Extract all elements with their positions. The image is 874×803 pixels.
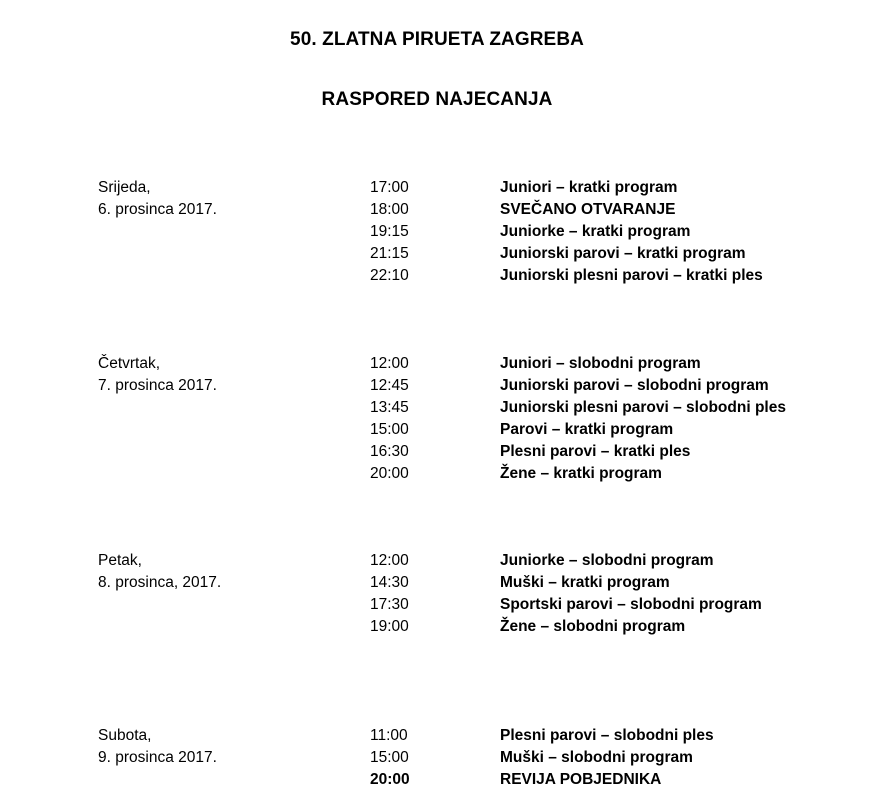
day-name: Srijeda, <box>98 179 151 196</box>
event-name: Parovi – kratki program <box>500 421 674 438</box>
event-time: 21:15 <box>370 245 409 262</box>
schedule-row <box>0 397 874 419</box>
day-name: Petak, <box>98 552 142 569</box>
event-name: Juniorke – slobodni program <box>500 552 714 569</box>
event-name: Juniorski parovi – kratki program <box>500 245 746 262</box>
event-time: 19:00 <box>370 618 409 635</box>
schedule-row <box>0 265 874 287</box>
event-name: Žene – slobodni program <box>500 618 686 635</box>
schedule-row <box>0 441 874 463</box>
day-block-petak <box>0 550 874 638</box>
day-date: 6. prosinca 2017. <box>98 201 217 218</box>
schedule-row <box>0 463 874 485</box>
event-name: Juniori – slobodni program <box>500 355 701 372</box>
schedule-row <box>0 594 874 616</box>
event-name: SVEČANO OTVARANJE <box>500 201 676 218</box>
event-name: Juniorski plesni parovi – kratki ples <box>500 267 763 284</box>
page-subtitle: RASPORED NAJECANJA <box>321 89 553 110</box>
day-block-subota <box>0 725 874 791</box>
day-date: 8. prosinca, 2017. <box>98 574 222 591</box>
schedule-row <box>0 177 874 199</box>
day-name: Četvrtak, <box>98 355 161 372</box>
event-name: Sportski parovi – slobodni program <box>500 596 762 613</box>
day-block-cetvrtak <box>0 353 874 485</box>
event-time: 11:00 <box>370 727 408 744</box>
schedule-row <box>0 747 874 769</box>
event-name: REVIJA POBJEDNIKA <box>500 771 662 788</box>
schedule-row <box>0 419 874 441</box>
schedule-row <box>0 769 874 791</box>
schedule-row <box>0 616 874 638</box>
event-name: Muški – kratki program <box>500 574 670 591</box>
event-time: 18:00 <box>370 201 409 218</box>
event-time: 12:00 <box>370 355 409 372</box>
event-time: 12:00 <box>370 552 409 569</box>
event-name: Juniori – kratki program <box>500 179 678 196</box>
event-time: 13:45 <box>370 399 409 416</box>
schedule-row <box>0 550 874 572</box>
event-name: Juniorski parovi – slobodni program <box>500 377 769 394</box>
event-time: 19:15 <box>370 223 409 240</box>
schedule-row <box>0 572 874 594</box>
event-time: 15:00 <box>370 749 409 766</box>
event-name: Juniorski plesni parovi – slobodni ples <box>500 399 786 416</box>
schedule-row <box>0 199 874 221</box>
event-time: 17:00 <box>370 179 409 196</box>
schedule-row <box>0 243 874 265</box>
day-name: Subota, <box>98 727 152 744</box>
event-name: Žene – kratki program <box>500 465 662 482</box>
event-time: 22:10 <box>370 267 409 284</box>
event-time: 14:30 <box>370 574 409 591</box>
schedule-row <box>0 375 874 397</box>
event-time: 15:00 <box>370 421 409 438</box>
schedule-row <box>0 221 874 243</box>
event-name: Plesni parovi – kratki ples <box>500 443 691 460</box>
day-date: 9. prosinca 2017. <box>98 749 217 766</box>
schedule-row <box>0 725 874 747</box>
event-time: 20:00 <box>370 771 410 788</box>
day-block-srijeda <box>0 177 874 287</box>
event-time: 12:45 <box>370 377 409 394</box>
event-time: 16:30 <box>370 443 409 460</box>
schedule-row <box>0 353 874 375</box>
event-name: Muški – slobodni program <box>500 749 693 766</box>
event-name: Plesni parovi – slobodni ples <box>500 727 714 744</box>
day-date: 7. prosinca 2017. <box>98 377 217 394</box>
event-name: Juniorke – kratki program <box>500 223 691 240</box>
event-time: 20:00 <box>370 465 409 482</box>
page-title: 50. ZLATNA PIRUETA ZAGREBA <box>290 29 584 50</box>
event-time: 17:30 <box>370 596 409 613</box>
